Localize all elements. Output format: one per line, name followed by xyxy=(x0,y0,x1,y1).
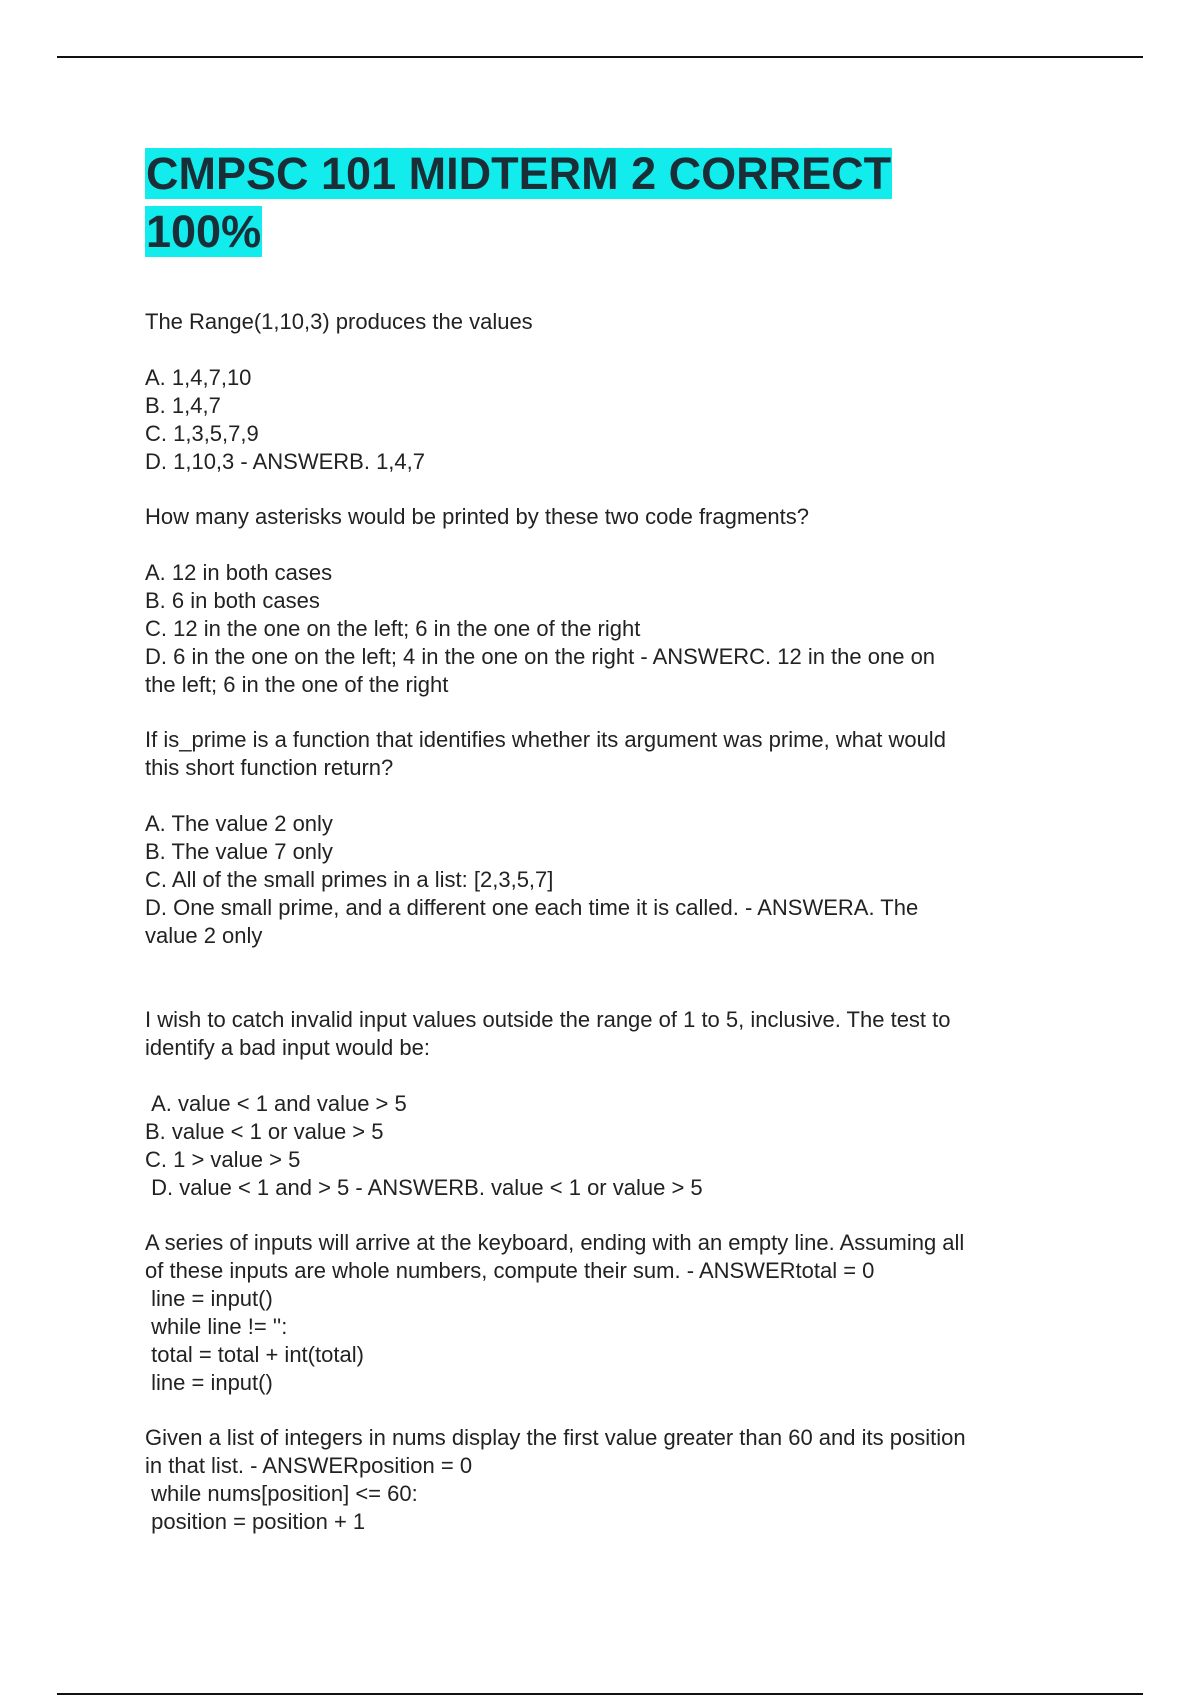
option-c: C. 1 > value > 5 xyxy=(145,1147,301,1172)
option-c: C. All of the small primes in a list: [2,3,5,7] xyxy=(145,867,554,892)
option-d-answer: D. value < 1 and > 5 - ANSWERB. value < 1 or value > 5 xyxy=(145,1175,703,1200)
question-prompt: The Range(1,10,3) produces the values xyxy=(145,309,533,334)
code-line: position = position + 1 xyxy=(145,1509,366,1534)
option-c: C. 1,3,5,7,9 xyxy=(145,421,259,446)
option-b: B. The value 7 only xyxy=(145,839,333,864)
code-line: line = input() xyxy=(145,1370,273,1395)
option-b: B. 1,4,7 xyxy=(145,393,221,418)
option-a: A. 12 in both cases xyxy=(145,560,333,585)
question-prompt: If is_prime is a function that identifies whether its argument was prime, what would this short function return? xyxy=(145,727,946,780)
question-block xyxy=(145,1006,1075,1202)
question-block xyxy=(145,726,1075,950)
code-line: while nums[position] <= 60: xyxy=(145,1481,418,1506)
option-d-answer: D. 1,10,3 - ANSWERB. 1,4,7 xyxy=(145,449,426,474)
question-block xyxy=(145,1229,1075,1397)
option-d-answer-cont: value 2 only xyxy=(145,923,263,948)
title-line-1: CMPSC 101 MIDTERM 2 CORRECT xyxy=(146,148,892,199)
answer-options xyxy=(145,810,1075,950)
option-c: C. 12 in the one on the left; 6 in the one of the right xyxy=(145,616,641,641)
code-line: line = input() xyxy=(145,1286,273,1311)
question-block xyxy=(145,308,1075,476)
option-b: B. 6 in both cases xyxy=(145,588,320,613)
question-block xyxy=(145,503,1075,699)
option-a: A. The value 2 only xyxy=(145,811,333,836)
option-d-answer: D. One small prime, and a different one each time it is called. - ANSWERA. The xyxy=(145,895,919,920)
code-line: total = total + int(total) xyxy=(145,1342,364,1367)
question-prompt: How many asterisks would be printed by these two code fragments? xyxy=(145,504,809,529)
answer-options xyxy=(145,364,1075,476)
answer-options xyxy=(145,1090,1075,1202)
answer-options xyxy=(145,559,1075,699)
code-line: while line != '': xyxy=(145,1314,288,1339)
question-prompt-with-answer: Given a list of integers in nums display the first value greater than 60 and its position in that list. - ANSWERposition = 0 while nums[position] <= 60: position = position + 1 xyxy=(145,1424,1075,1536)
question-prompt: I wish to catch invalid input values outside the range of 1 to 5, inclusive. The test to identify a bad input would be: xyxy=(145,1007,951,1060)
bottom-rule xyxy=(57,1693,1143,1695)
question-block xyxy=(145,1424,1075,1536)
document-body xyxy=(145,145,1075,1536)
top-rule xyxy=(57,56,1143,58)
option-a: A. 1,4,7,10 xyxy=(145,365,252,390)
option-b: B. value < 1 or value > 5 xyxy=(145,1119,384,1144)
page-title xyxy=(145,145,1075,261)
question-prompt-with-answer: A series of inputs will arrive at the keyboard, ending with an empty line. Assuming all of these inputs are whole numbers, compute their sum. - ANSWERtotal = 0 line = input() while line != '': total = total + int(total) line = input() xyxy=(145,1229,1075,1397)
option-d-answer-cont: the left; 6 in the one of the right xyxy=(145,672,449,697)
option-d-answer: D. 6 in the one on the left; 4 in the one on the right - ANSWERC. 12 in the one on xyxy=(145,644,936,669)
title-line-2: 100% xyxy=(146,206,262,257)
option-a: A. value < 1 and value > 5 xyxy=(145,1091,407,1116)
